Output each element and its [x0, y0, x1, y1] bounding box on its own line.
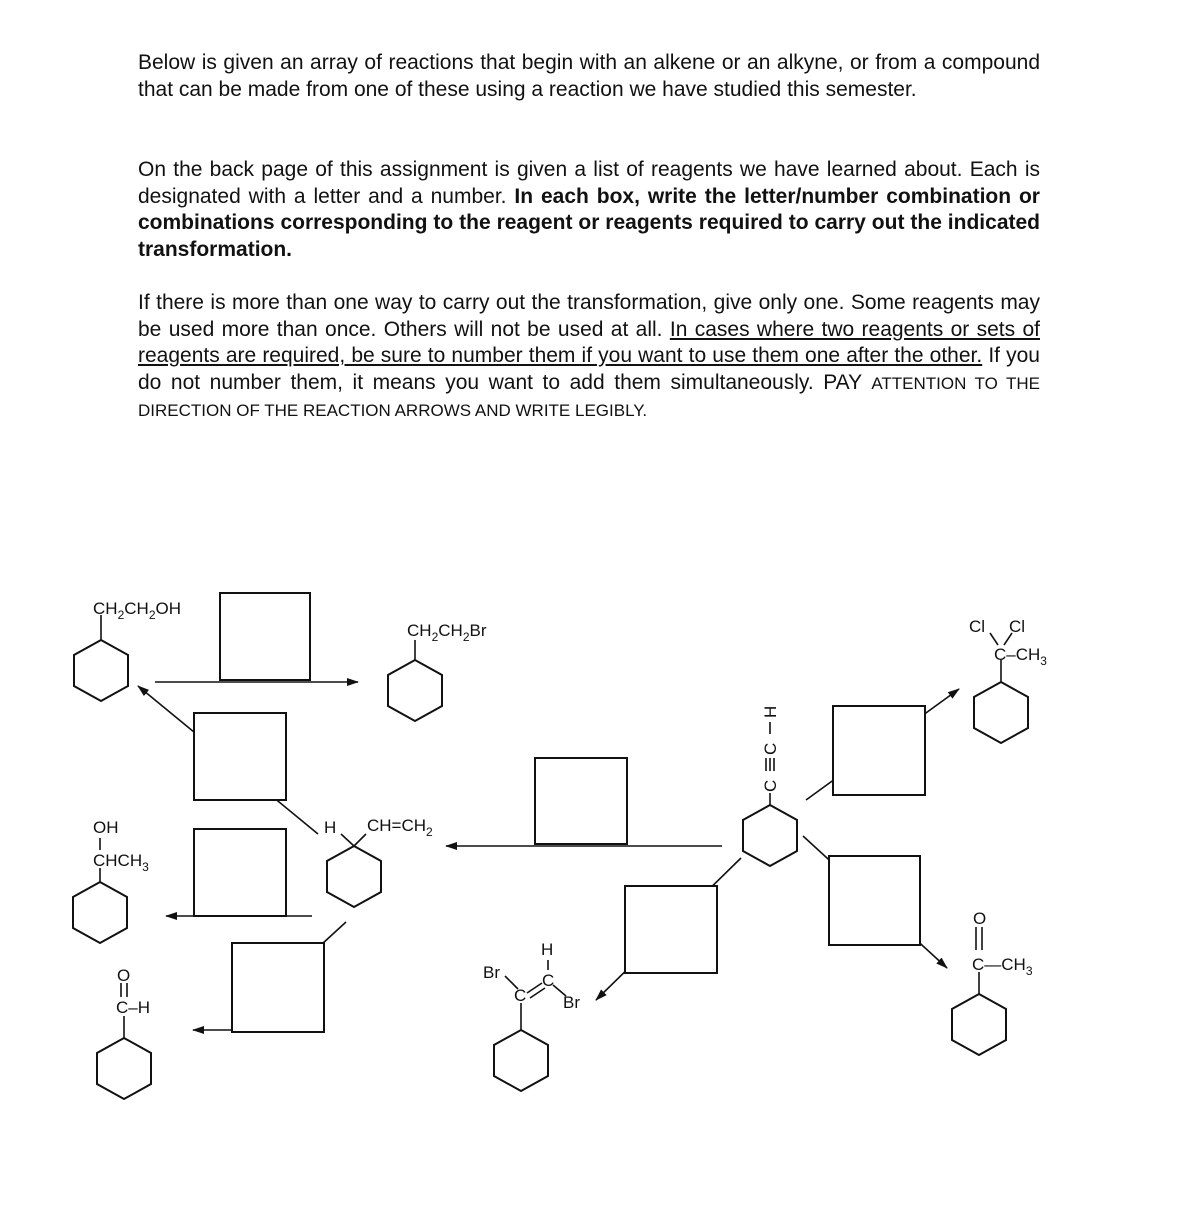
dichloroethylcyclohexane	[969, 617, 1047, 743]
svg-text:C–CH3	[994, 645, 1047, 668]
svg-text:CH2CH2Br	[407, 621, 487, 644]
cyclohexane-ring	[388, 660, 442, 721]
svg-text:C—CH3	[972, 955, 1033, 978]
bromide-br: Br	[469, 621, 487, 640]
bromide-ch: CH	[407, 621, 432, 640]
vinyl-h: H	[324, 818, 337, 837]
dibromo-c-1: C	[514, 986, 527, 1005]
answer-box-vinyl-to-ethanol[interactable]	[194, 713, 286, 800]
alkyne-h: H	[761, 705, 780, 718]
ethanol-ch-2: CH	[124, 599, 149, 618]
aldehyde-o: O	[117, 966, 131, 985]
alkyne-c-2: C	[761, 742, 780, 755]
cyclohexylethyl-bromide	[388, 621, 487, 721]
acetylcyclohexane	[952, 909, 1033, 1055]
vinyl-sub: 2	[426, 825, 433, 839]
bromide-sub-1: 2	[431, 630, 439, 644]
instruction-2-bold: In each box, write the letter/number combination or combinations corresponding to the reagent or reagents required to carry out the indicated transformation.	[138, 184, 1040, 261]
cyclohexane-ring	[743, 805, 797, 866]
instruction-3-plain-2: If you do not number them, it means you want to add them simultaneously. PAY	[138, 344, 1040, 394]
cyclohexane-ring	[974, 682, 1028, 743]
bromide-sub-2: 2	[462, 630, 470, 644]
dibromo-h: H	[541, 940, 554, 959]
aldehyde-group: C–H	[116, 998, 151, 1017]
vinyl-group: CH=CH	[367, 816, 427, 835]
alcohol-sub: 3	[142, 860, 149, 874]
dichloro-sub: 3	[1040, 654, 1047, 668]
ethanol-oh: OH	[155, 599, 181, 618]
ethynylcyclohexane	[743, 706, 797, 866]
instruction-3-caps: ATTENTION TO THE DIRECTION OF THE REACTION ARROWS AND WRITE LEGIBLY.	[138, 373, 1040, 420]
cyclohexylethanol	[74, 599, 181, 701]
dichloro-group: C–CH	[994, 645, 1041, 664]
arrow-vinyl-to-aldehyde	[322, 922, 346, 944]
cyclohexylethanol-secondary	[73, 818, 149, 943]
cyclohexanecarbaldehyde	[97, 966, 151, 1099]
cyclohexane-ring	[952, 994, 1006, 1055]
instruction-paragraph-1: Below is given an array of reactions that begin with an alkene or an alkyne, or from a compound that can be made from one of these using a reaction we have studied this semester.	[138, 51, 1040, 101]
instruction-3-plain-1: If there is more than one way to carry out the transformation, give only one. Some reagents may be used more than once. Others will not be used at all.	[138, 291, 1040, 341]
svg-text:CH=CH2	[367, 816, 433, 839]
alcohol-chch: CHCH	[93, 851, 143, 870]
ketone-group: C—CH	[972, 955, 1026, 974]
instruction-2-plain: On the back page of this assignment is given a list of reagents we have learned about. Each is designated with a letter and a number.	[138, 158, 1040, 208]
ethanol-sub-1: 2	[117, 608, 125, 622]
svg-text:CHCH3	[93, 851, 149, 874]
vinylcyclohexane	[324, 816, 433, 907]
dibromo-br-2: Br	[563, 993, 580, 1012]
cyclohexane-ring	[494, 1030, 548, 1091]
alkyne-c-1: C	[761, 779, 780, 792]
answer-box-vinyl-to-alcohol[interactable]	[194, 829, 286, 916]
answer-box-alkyne-to-ketone[interactable]	[829, 856, 920, 945]
dibromo-c-2: C	[542, 971, 555, 990]
ethanol-ch: CH	[93, 599, 118, 618]
alcohol-oh: OH	[93, 818, 119, 837]
answer-box-vinyl-to-aldehyde[interactable]	[232, 943, 324, 1032]
answer-box-alkyne-to-dibromo[interactable]	[625, 886, 717, 973]
answer-box-ethanol-to-bromide[interactable]	[220, 593, 310, 680]
dichloro-cl-2: Cl	[1009, 617, 1026, 636]
dibromovinylcyclohexane	[483, 940, 580, 1091]
svg-text:CH2CH2OH	[93, 599, 181, 622]
ketone-o: O	[973, 909, 987, 928]
cyclohexane-ring	[327, 846, 381, 907]
dibromo-br-1: Br	[483, 963, 500, 982]
bromide-ch-2: CH	[438, 621, 463, 640]
instruction-3-underlined: In cases where two reagents or sets of reagents are required, be sure to number them if you want to use them one after the other.	[138, 317, 1040, 367]
answer-box-alkyne-to-dichloro[interactable]	[833, 706, 925, 795]
cyclohexane-ring	[97, 1038, 151, 1099]
answer-box-alkyne-to-vinyl[interactable]	[535, 758, 627, 844]
ketone-sub: 3	[1025, 964, 1033, 978]
cyclohexane-ring	[74, 640, 128, 701]
cyclohexane-ring	[73, 882, 127, 943]
dichloro-cl-1: Cl	[969, 617, 986, 636]
ethanol-sub-2: 2	[148, 608, 156, 622]
